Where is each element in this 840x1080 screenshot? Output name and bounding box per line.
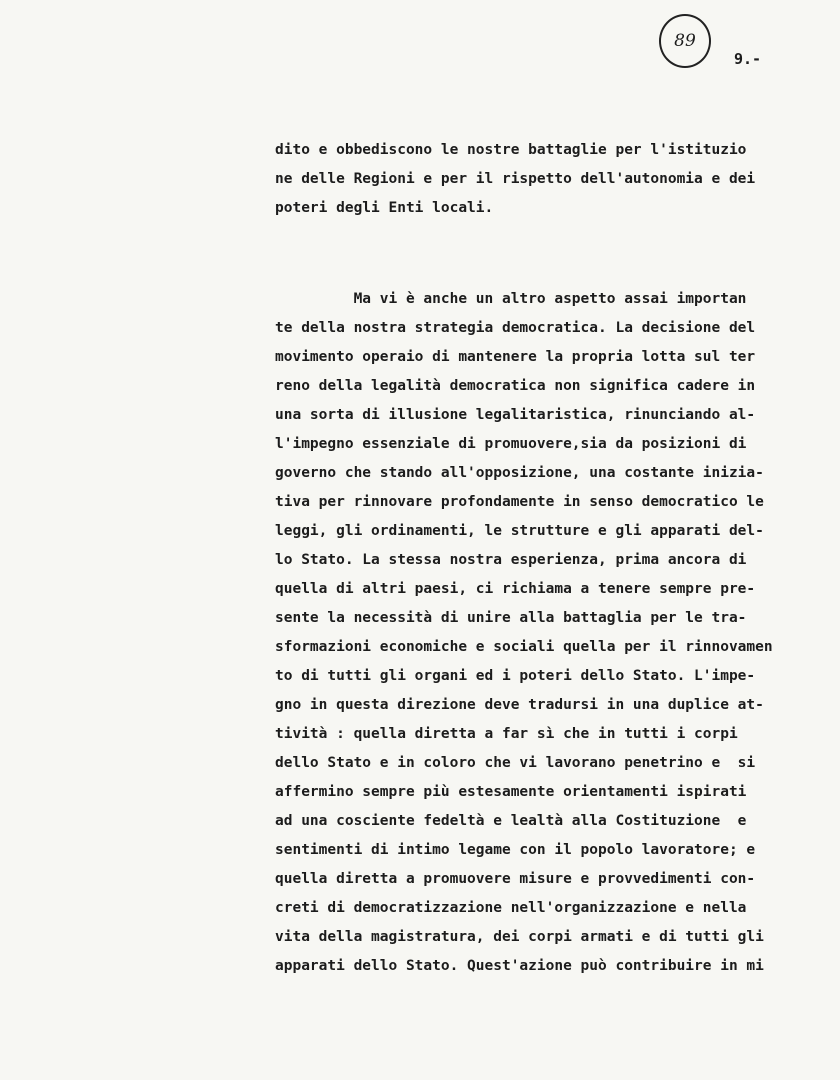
archive-stamp-circle xyxy=(659,14,711,68)
text-line: ne delle Regioni e per il rispetto dell'autonomia e dei xyxy=(275,171,756,187)
text-line: poteri degli Enti locali. xyxy=(275,200,494,216)
body-text xyxy=(275,136,820,981)
page-number: 9.- xyxy=(734,50,762,68)
text-line: tività : quella diretta a far sì che in tutti i corpi xyxy=(275,726,738,742)
text-line: sformazioni economiche e sociali quella per il rinnovamen xyxy=(275,639,773,655)
text-line: movimento operaio di mantenere la propria lotta sul ter xyxy=(275,349,756,365)
text-line: dello Stato e in coloro che vi lavorano penetrino e si xyxy=(275,755,756,771)
text-line: affermino sempre più estesamente orientamenti ispirati xyxy=(275,784,747,800)
text-line: creti di democratizzazione nell'organizzazione e nella xyxy=(275,900,747,916)
text-line: dito e obbediscono le nostre battaglie per l'istituzio xyxy=(275,142,747,158)
text-line: l'impegno essenziale di promuovere,sia da posizioni di xyxy=(275,436,747,452)
text-line: reno della legalità democratica non significa cadere in xyxy=(275,378,756,394)
text-line: sente la necessità di unire alla battaglia per le tra- xyxy=(275,610,747,626)
text-line: Ma vi è anche un altro aspetto assai importan xyxy=(275,291,747,307)
text-line: una sorta di illusione legalitaristica, rinunciando al- xyxy=(275,407,756,423)
text-line: apparati dello Stato. Quest'azione può contribuire in mi xyxy=(275,958,764,974)
text-line: to di tutti gli organi ed i poteri dello Stato. L'impe- xyxy=(275,668,756,684)
paragraph-2 xyxy=(275,285,820,981)
text-line: te della nostra strategia democratica. La decisione del xyxy=(275,320,756,336)
text-line: leggi, gli ordinamenti, le strutture e gli apparati del- xyxy=(275,523,764,539)
text-line: quella diretta a promuovere misure e provvedimenti con- xyxy=(275,871,756,887)
text-line: governo che stando all'opposizione, una costante inizia- xyxy=(275,465,764,481)
text-line: gno in questa direzione deve tradursi in una duplice at- xyxy=(275,697,764,713)
text-line: lo Stato. La stessa nostra esperienza, prima ancora di xyxy=(275,552,747,568)
text-line: sentimenti di intimo legame con il popolo lavoratore; e xyxy=(275,842,756,858)
text-line: tiva per rinnovare profondamente in senso democratico le xyxy=(275,494,764,510)
stamp-number: 89 xyxy=(674,31,696,51)
text-line: vita della magistratura, dei corpi armati e di tutti gli xyxy=(275,929,764,945)
text-line: ad una cosciente fedeltà e lealtà alla Costituzione e xyxy=(275,813,747,829)
text-line: quella di altri paesi, ci richiama a tenere sempre pre- xyxy=(275,581,756,597)
paragraph-1 xyxy=(275,136,820,223)
